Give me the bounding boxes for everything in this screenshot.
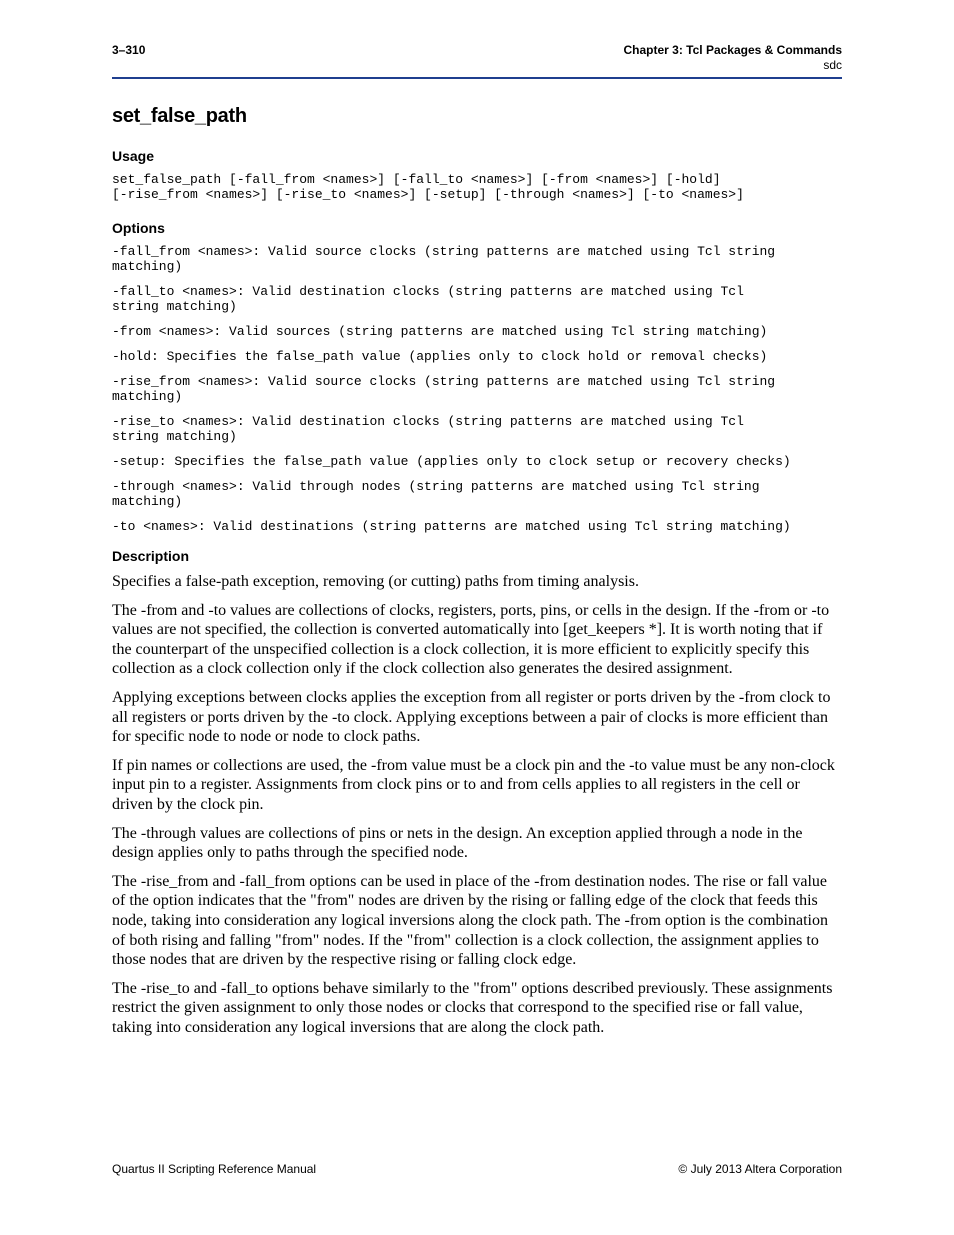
description-paragraph: The -through values are collections of pins or nets in the design. An exception applied through a node in the design applies only to paths through the specified node. xyxy=(112,824,803,862)
option-entry xyxy=(112,414,842,444)
option-line: -fall_from <names>: Valid source clocks (string patterns are matched using Tcl string xyxy=(112,244,776,259)
options-list xyxy=(112,244,842,534)
option-line: -to <names>: Valid destinations (string patterns are matched using Tcl string matching) xyxy=(112,519,791,534)
header-rule xyxy=(112,77,842,79)
footer-copyright: © July 2013 Altera Corporation xyxy=(678,1162,842,1176)
option-entry xyxy=(112,324,842,339)
section-name: sdc xyxy=(823,58,842,72)
page-content xyxy=(112,105,842,1046)
footer-manual-title: Quartus II Scripting Reference Manual xyxy=(112,1162,317,1176)
description-paragraph: If pin names or collections are used, the -from value must be a clock pin and the -to value must be any non-clock input pin to a register. Assignments from clock pins or to and from cells applies to all registers in the cell or driven by the clock pin. xyxy=(112,756,835,813)
option-entry xyxy=(112,454,842,469)
option-entry xyxy=(112,374,842,404)
description-paragraph: Specifies a false-path exception, removing (or cutting) paths from timing analysis. xyxy=(112,573,639,590)
description-heading: Description xyxy=(112,548,190,564)
page-title: set_false_path xyxy=(112,105,247,127)
option-line: -setup: Specifies the false_path value (applies only to clock setup or recovery checks) xyxy=(112,454,791,469)
description-paragraph: The -rise_from and -fall_from options can be used in place of the -from destination nodes. The rise or fall value of the option indicates that the "from" nodes are driven by the rising or falling edge of the clock that feeds this node, taking into consideration any logical inversions along the clock path. The -from option is the combination of both rising and falling "from" nodes. If the "from" collection is a clock collection, the assignment applies to those nodes that are driven by the respective rising or falling clock edge. xyxy=(112,872,828,969)
description-paragraph: The -rise_to and -fall_to options behave similarly to the "from" options described previously. These assignments restrict the given assignment to only those nodes or clocks that correspond to the specified rise or fall value, taking into consideration any logical inversions that are along the clock path. xyxy=(112,979,833,1036)
option-entry xyxy=(112,519,842,534)
usage-line: [-rise_from <names>] [-rise_to <names>] [-setup] [-through <names>] [-to <names>] xyxy=(112,187,744,202)
option-line: -rise_to <names>: Valid destination clocks (string patterns are matched using Tcl xyxy=(112,414,744,429)
usage-code xyxy=(112,172,842,202)
option-entry xyxy=(112,244,842,274)
option-line: string matching) xyxy=(112,429,237,444)
option-line: -fall_to <names>: Valid destination clocks (string patterns are matched using Tcl xyxy=(112,284,744,299)
page-number: 3–310 xyxy=(112,43,146,57)
option-line: matching) xyxy=(112,389,183,404)
chapter-title: Chapter 3: Tcl Packages & Commands xyxy=(623,43,842,57)
usage-line: set_false_path [-fall_from <names>] [-fall_to <names>] [-from <names>] [-hold] xyxy=(112,172,721,187)
option-entry xyxy=(112,284,842,314)
option-line: -rise_from <names>: Valid source clocks (string patterns are matched using Tcl string xyxy=(112,374,776,389)
description-paragraph: The -from and -to values are collections of clocks, registers, ports, pins, or cells in the design. If the -from or -to values are not specified, the collection is converted automatically into [get_keepers *]. It is worth noting that if the counterpart of the unspecified collection is a clock collection, it is more efficient to explicitly specify this collection as a clock collection only if the clock collection also generates the desired assignment. xyxy=(112,601,830,678)
option-line: -from <names>: Valid sources (string patterns are matched using Tcl string matching) xyxy=(112,324,768,339)
description-paragraph: Applying exceptions between clocks applies the exception from all register or ports driven by the -from clock to all registers or ports driven by the -to clock. Applying exceptions between a pair of clocks is more efficient than for specific node to node or node to clock paths. xyxy=(112,688,831,746)
running-header xyxy=(623,43,842,73)
option-line: string matching) xyxy=(112,299,237,314)
options-heading: Options xyxy=(112,220,165,236)
option-line: matching) xyxy=(112,259,183,274)
option-entry xyxy=(112,349,842,364)
description-body xyxy=(112,572,842,1037)
usage-heading: Usage xyxy=(112,148,155,164)
option-line: matching) xyxy=(112,494,183,509)
option-entry xyxy=(112,479,842,509)
option-line: -through <names>: Valid through nodes (string patterns are matched using Tcl string xyxy=(112,479,760,494)
option-line: -hold: Specifies the false_path value (applies only to clock hold or removal checks) xyxy=(112,349,768,364)
